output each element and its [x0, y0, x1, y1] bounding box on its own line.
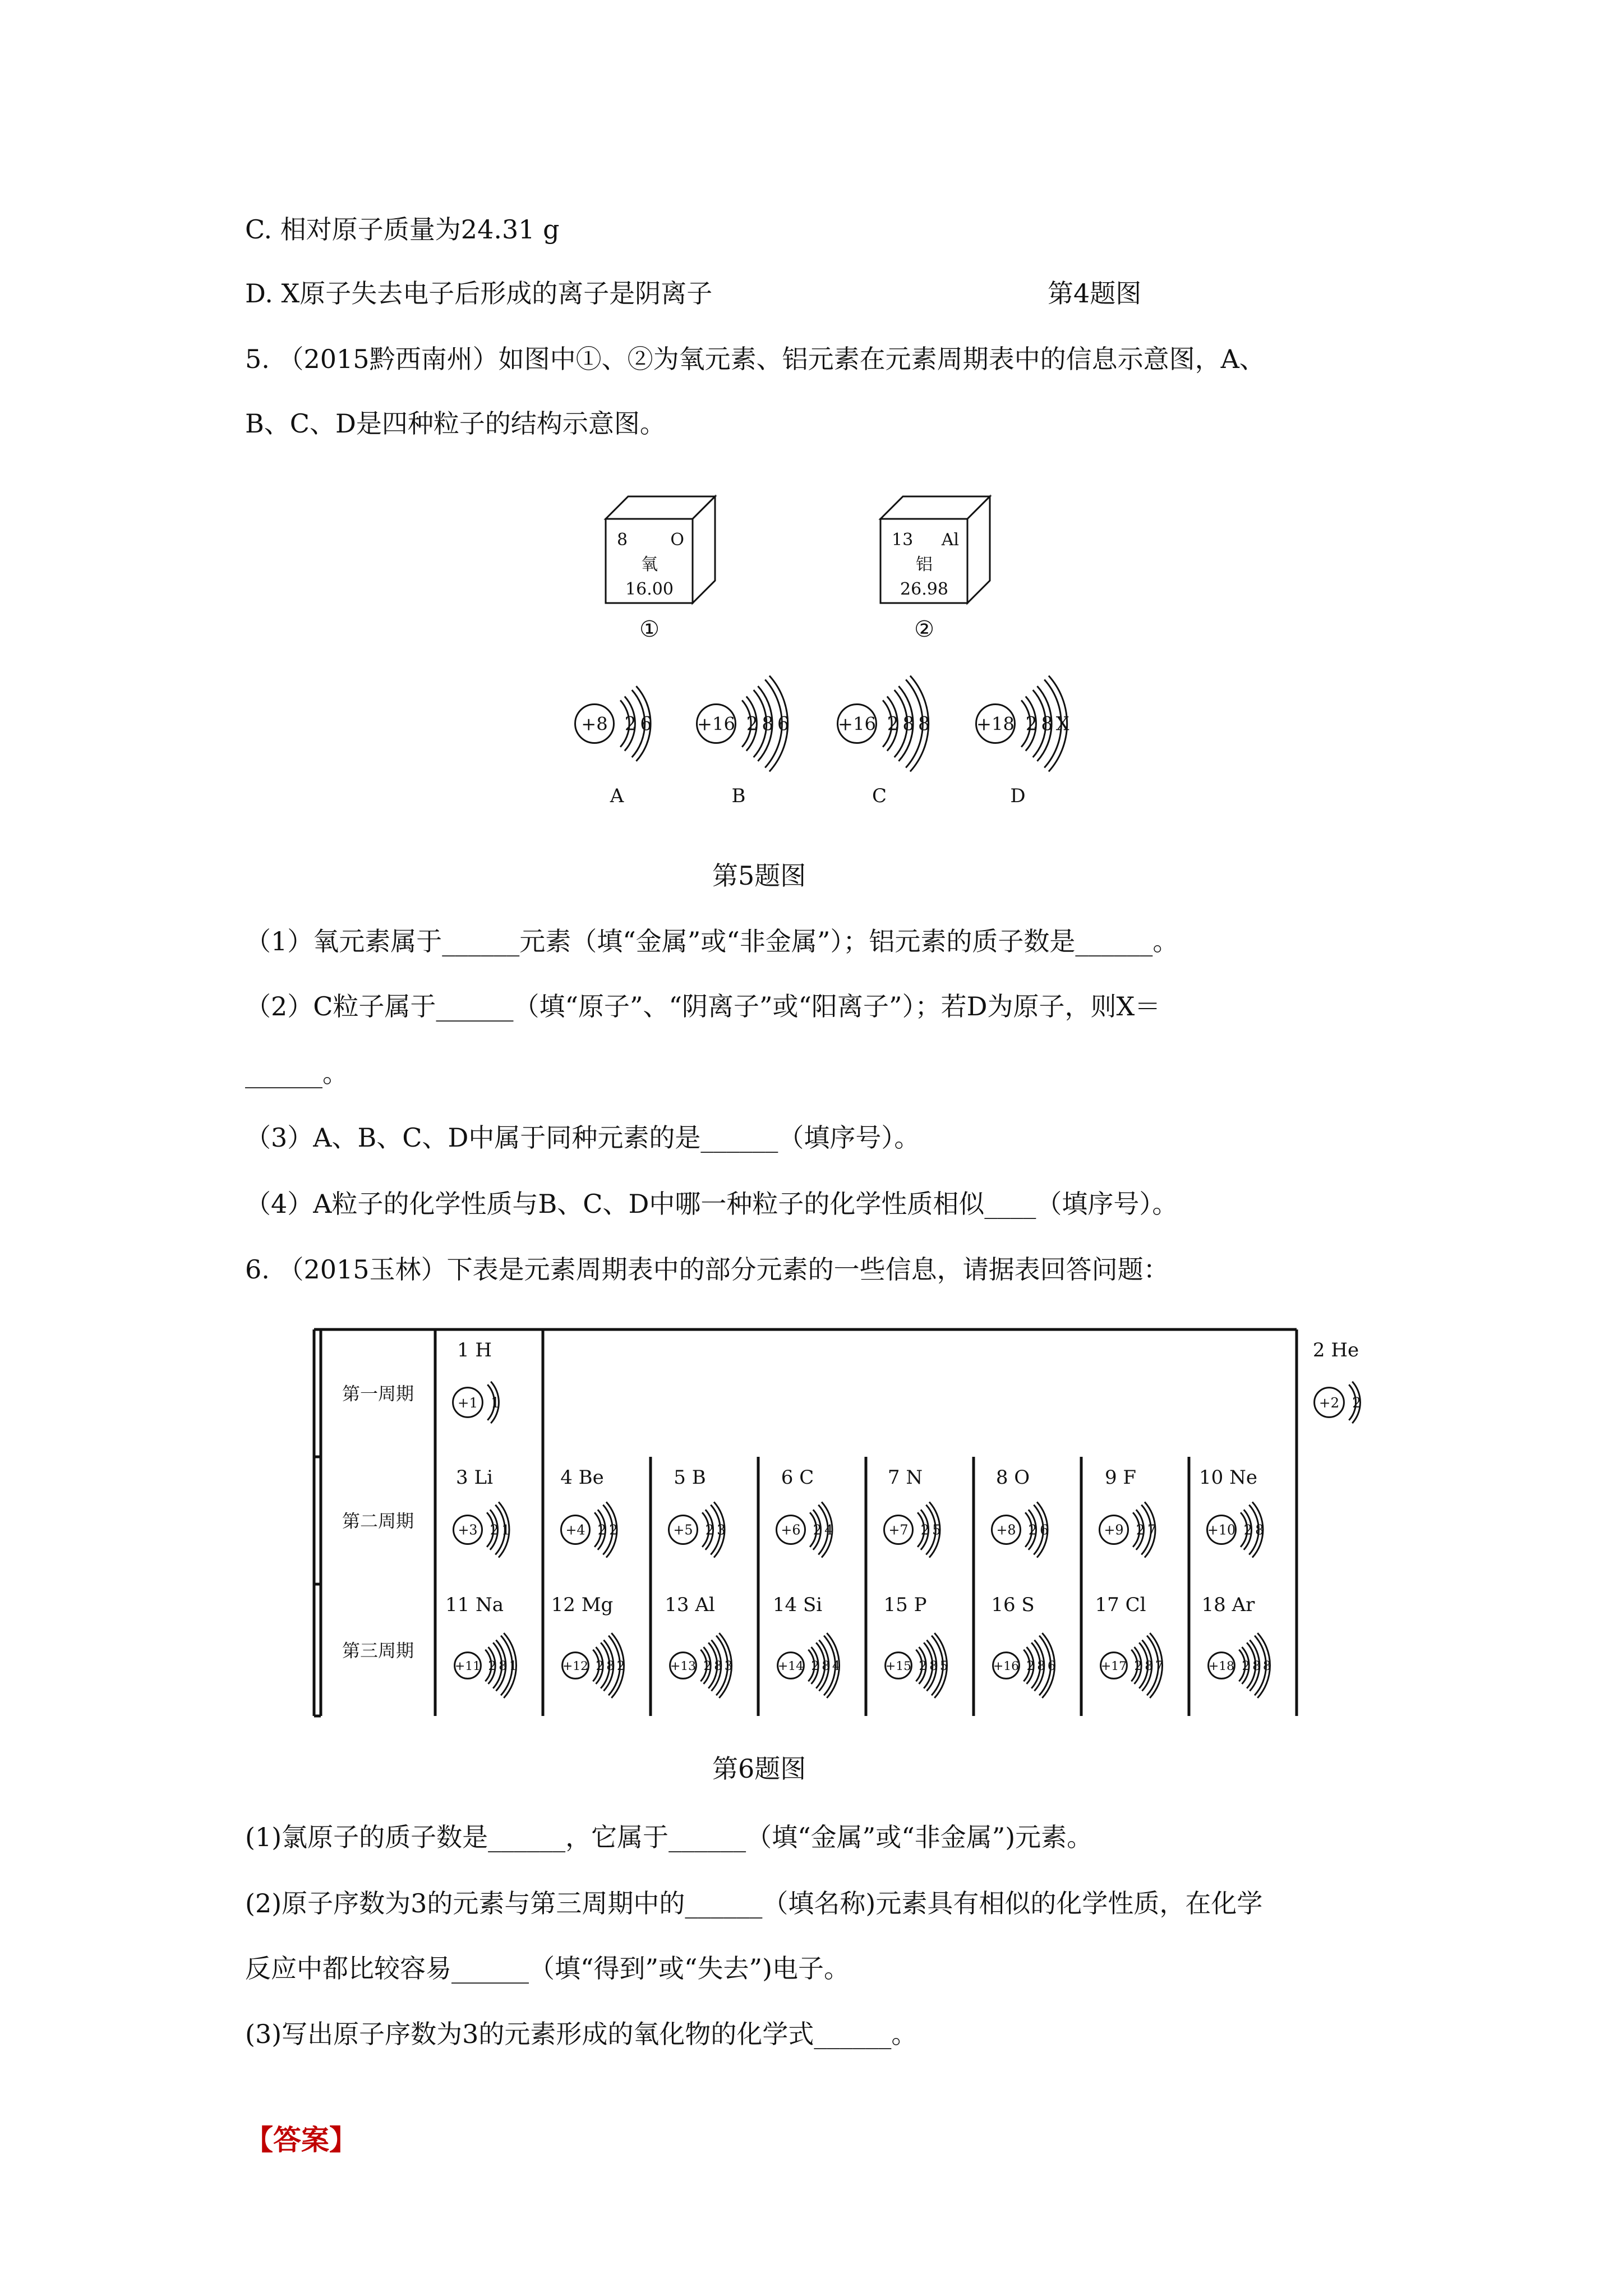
shell-electron-count: 8: [902, 712, 915, 735]
atom-structure-diagram: [697, 676, 790, 772]
nucleus-charge: +4: [565, 1522, 585, 1538]
shell-electron-count: 2: [616, 1658, 625, 1673]
atom-structure-diagram: [453, 1382, 500, 1423]
element-title: 18 Ar: [1201, 1594, 1255, 1616]
cube-label: ②: [914, 616, 934, 642]
shell-electron-count: 2: [1136, 1521, 1145, 1538]
question-5-part-4: （4）A粒子的化学性质与B、C、D中哪一种粒子的化学性质相似____（填序号）。: [245, 1189, 1178, 1219]
shell-electron-count: 8: [1037, 1658, 1045, 1673]
element-symbol: Al: [941, 530, 959, 550]
atom-structure-diagram: [1207, 1502, 1264, 1558]
question-5-line-1: 5. （2015黔西南州）如图中①、②为氧元素、铝元素在元素周期表中的信息示意图，A、: [245, 344, 1265, 374]
shell-electron-count: 2: [624, 712, 637, 735]
question-6-part-2-line-2: 反应中都比较容易______（填“得到”或“失去”)电子。: [245, 1953, 850, 1984]
cube-label: ①: [639, 616, 660, 642]
shell-electron-count: 2: [1352, 1394, 1362, 1411]
shell-electron-count: 8: [499, 1658, 507, 1673]
atom-structure-diagram: [575, 686, 652, 761]
shell-electron-count: 2: [490, 1521, 499, 1538]
atom-structure-diagram: [886, 1633, 948, 1698]
nucleus-charge: +18: [976, 713, 1015, 735]
atom-structure-diagram: [976, 676, 1069, 772]
shell-electron-count: 2: [811, 1658, 819, 1673]
question-5-part-2-line-1: （2）C粒子属于______（填“原子”、“阴离子”或“阳离子”）；若D为原子，则X＝: [245, 991, 1161, 1022]
nucleus-charge: +11: [454, 1659, 481, 1673]
atomic-number: 8: [617, 530, 628, 550]
atom-structure-diagram: [777, 1502, 833, 1558]
figure-5: [555, 488, 1088, 813]
atom-structure-diagram: [562, 1633, 625, 1698]
nucleus-charge: +2: [1318, 1394, 1340, 1411]
nucleus-charge: +1: [457, 1394, 478, 1411]
atom-structure-diagram: [993, 1633, 1056, 1698]
shell-electron-count: 4: [832, 1658, 841, 1673]
shell-electron-count: 8: [1252, 1658, 1261, 1673]
question-5-line-2: B、C、D是四种粒子的结构示意图。: [245, 408, 666, 439]
shell-electron-count: 2: [813, 1521, 822, 1538]
shell-electron-count: 6: [777, 712, 790, 735]
shell-electron-count: 6: [1040, 1521, 1049, 1538]
nucleus-charge: +12: [562, 1659, 589, 1673]
shell-electron-count: 2: [887, 712, 900, 735]
nucleus-charge: +16: [838, 713, 876, 735]
shell-electron-count: 8: [1145, 1658, 1153, 1673]
question-6-part-2-line-1: (2)原子序数为3的元素与第三周期中的______（填名称)元素具有相似的化学性质，在化学: [245, 1888, 1263, 1918]
element-name: 铝: [916, 555, 933, 574]
shell-electron-count: 8: [1262, 1658, 1271, 1673]
question-6-part-3: (3)写出原子序数为3的元素形成的氧化物的化学式______。: [245, 2019, 917, 2049]
nucleus-charge: +18: [1208, 1659, 1235, 1673]
element-title: 14 Si: [772, 1594, 823, 1616]
nucleus-charge: +14: [777, 1659, 804, 1673]
particle-label: A: [610, 785, 624, 807]
element-title: 9 F: [1104, 1466, 1137, 1489]
option-c: C. 相对原子质量为24.31 g: [245, 214, 560, 245]
element-title: 13 Al: [665, 1594, 715, 1616]
nucleus-charge: +10: [1207, 1522, 1236, 1538]
shell-electron-count: 2: [703, 1658, 712, 1673]
atom-structure-diagram: [838, 676, 930, 772]
nucleus-charge: +7: [888, 1522, 909, 1538]
element-name: 氧: [641, 555, 658, 574]
element-title: 16 S: [991, 1594, 1035, 1616]
shell-electron-count: 8: [714, 1658, 722, 1673]
element-title: 12 Mg: [551, 1594, 614, 1616]
atomic-mass: 26.98: [900, 579, 948, 599]
shell-electron-count: 2: [746, 712, 759, 735]
atom-structure-diagram: [1209, 1633, 1271, 1698]
element-title: 8 O: [995, 1466, 1030, 1489]
shell-electron-count: 8: [822, 1658, 830, 1673]
particle-label: D: [1010, 785, 1026, 807]
atom-structure-diagram: [1100, 1502, 1156, 1558]
atom-structure-diagram: [561, 1502, 618, 1558]
shell-electron-count: 1: [491, 1394, 500, 1411]
atom-structure-diagram: [992, 1502, 1049, 1558]
nucleus-charge: +13: [670, 1659, 697, 1673]
nucleus-charge: +8: [581, 713, 608, 735]
nucleus-charge: +17: [1100, 1659, 1127, 1673]
shell-electron-count: 5: [932, 1521, 941, 1538]
nucleus-charge: +16: [697, 713, 735, 735]
question-5-part-3: （3）A、B、C、D中属于同种元素的是______（填序号）。: [245, 1122, 920, 1153]
atom-structure-diagram: [455, 1633, 518, 1698]
option-d: D. X原子失去电子后形成的离子是阴离子: [245, 278, 713, 309]
shell-electron-count: 1: [501, 1521, 510, 1538]
element-title: 2 He: [1312, 1339, 1359, 1361]
shell-electron-count: 8: [1255, 1521, 1264, 1538]
element-cube: [606, 496, 715, 642]
figure-6-caption: 第6题图: [712, 1754, 806, 1784]
shell-electron-count: 4: [824, 1521, 833, 1538]
element-title: 3 Li: [456, 1466, 493, 1489]
element-title: 7 N: [887, 1466, 923, 1489]
shell-electron-count: 2: [1242, 1658, 1250, 1673]
nucleus-charge: +9: [1104, 1522, 1124, 1538]
shell-electron-count: 2: [919, 1658, 927, 1673]
question-6-part-1: (1)氯原子的质子数是______，它属于______（填“金属”或“非金属”)元素。: [245, 1822, 1093, 1852]
shell-electron-count: 8: [929, 1658, 938, 1673]
nucleus-charge: +5: [673, 1522, 693, 1538]
nucleus-charge: +6: [781, 1522, 801, 1538]
shell-electron-count: 8: [1041, 712, 1053, 735]
atom-structure-diagram: [1101, 1633, 1164, 1698]
shell-electron-count: 6: [1047, 1658, 1056, 1673]
shell-electron-count: 2: [1134, 1658, 1142, 1673]
shell-electron-count: 3: [717, 1521, 726, 1538]
atom-structure-diagram: [454, 1502, 510, 1558]
nucleus-charge: +16: [993, 1659, 1020, 1673]
period-label: 第二周期: [342, 1510, 414, 1532]
shell-electron-count: 7: [1155, 1658, 1164, 1673]
element-title: 11 Na: [445, 1594, 504, 1616]
figure-4-caption: 第4题图: [1048, 278, 1142, 309]
particle-label: B: [731, 785, 746, 807]
atomic-mass: 16.00: [625, 579, 674, 599]
period-label: 第一周期: [342, 1383, 414, 1405]
element-title: 5 B: [674, 1466, 706, 1489]
nucleus-charge: +3: [458, 1522, 478, 1538]
periodic-table-figure: [314, 1329, 1362, 1739]
answer-heading: 【答案】: [245, 2123, 357, 2156]
shell-electron-count: 2: [609, 1521, 618, 1538]
element-title: 10 Ne: [1199, 1466, 1257, 1489]
atom-structure-diagram: [884, 1502, 941, 1558]
figure-5-caption: 第5题图: [712, 861, 806, 891]
shell-electron-count: 8: [606, 1658, 615, 1673]
nucleus-charge: +15: [885, 1659, 912, 1673]
question-5-part-2-line-2: ______。: [245, 1058, 348, 1088]
element-title: 15 P: [883, 1594, 927, 1616]
element-title: 6 C: [781, 1466, 814, 1489]
question-5-part-1: （1）氧元素属于______元素（填“金属”或“非金属”）；铝元素的质子数是______。: [245, 926, 1179, 956]
shell-electron-count: 2: [1025, 712, 1038, 735]
shell-electron-count: 2: [1243, 1521, 1253, 1538]
shell-electron-count: 6: [640, 712, 652, 735]
element-title: 17 Cl: [1095, 1594, 1146, 1616]
element-symbol: O: [670, 530, 684, 550]
nucleus-charge: +8: [996, 1522, 1016, 1538]
shell-electron-count: 2: [1028, 1521, 1038, 1538]
shell-electron-count: 1: [509, 1658, 518, 1673]
shell-electron-count: 2: [705, 1521, 714, 1538]
shell-electron-count: 7: [1147, 1521, 1156, 1538]
atom-structure-diagram: [778, 1633, 841, 1698]
shell-electron-count: X: [1055, 712, 1069, 735]
shell-electron-count: 2: [596, 1658, 604, 1673]
period-label: 第三周期: [342, 1640, 414, 1662]
atom-structure-diagram: [1315, 1382, 1362, 1423]
particle-label: C: [872, 785, 887, 807]
shell-electron-count: 8: [762, 712, 774, 735]
shell-electron-count: 8: [917, 712, 930, 735]
atom-structure-diagram: [669, 1502, 726, 1558]
shell-electron-count: 2: [597, 1521, 607, 1538]
shell-electron-count: 3: [724, 1658, 733, 1673]
atom-structure-diagram: [670, 1633, 733, 1698]
element-title: 1 H: [457, 1339, 492, 1361]
element-cube: [880, 496, 990, 642]
element-title: 4 Be: [560, 1466, 604, 1489]
shell-electron-count: 2: [1026, 1658, 1035, 1673]
shell-electron-count: 5: [939, 1658, 948, 1673]
shell-electron-count: 2: [488, 1658, 496, 1673]
shell-electron-count: 2: [920, 1521, 930, 1538]
atomic-number: 13: [892, 530, 914, 550]
question-6: 6. （2015玉林）下表是元素周期表中的部分元素的一些信息，请据表回答问题：: [245, 1254, 1169, 1285]
